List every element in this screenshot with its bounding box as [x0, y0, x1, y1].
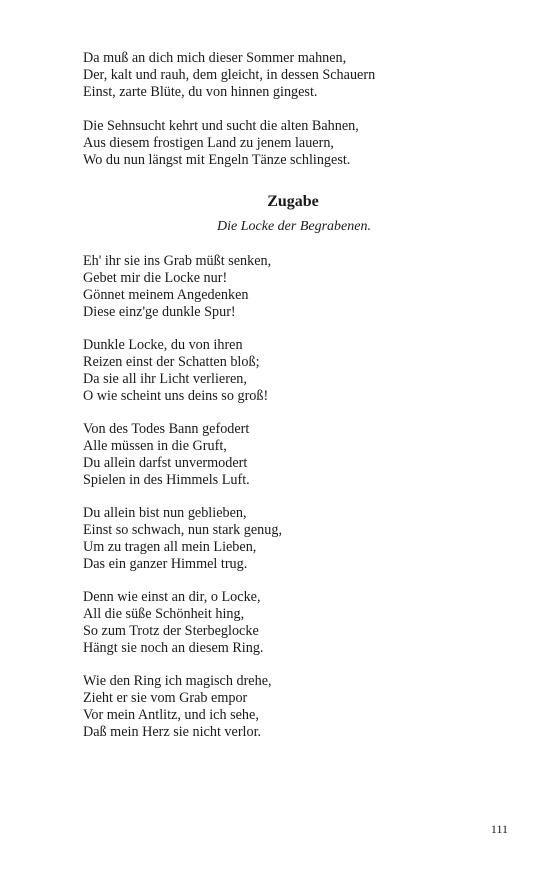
verse-line: Aus diesem frostigen Land zu jenem lauern,: [83, 134, 334, 151]
stanza-top-2: [83, 118, 359, 169]
verse-line: Vor mein Antlitz, und ich sehe,: [83, 706, 259, 723]
verse-line: Wo du nun längst mit Engeln Tänze schlingest.: [83, 151, 351, 168]
verse-line: Wie den Ring ich magisch drehe,: [83, 673, 272, 689]
verse-line: Spielen in des Himmels Luft.: [83, 471, 250, 488]
verse-line: O wie scheint uns deins so groß!: [83, 387, 269, 404]
page-number: 111: [490, 822, 508, 836]
verse-line: Von des Todes Bann gefodert: [83, 421, 250, 437]
stanza-4: [83, 505, 282, 573]
section-subtitle: Die Locke der Begrabenen.: [217, 219, 371, 234]
verse-line: Zieht er sie vom Grab empor: [83, 689, 248, 706]
verse-line: Die Sehnsucht kehrt und sucht die alten Bahnen,: [83, 118, 359, 134]
verse-line: Einst so schwach, nun stark genug,: [83, 521, 282, 538]
stanza-6: [83, 673, 272, 741]
verse-line: Das ein ganzer Himmel trug.: [83, 555, 248, 572]
verse-line: Da muß an dich mich dieser Sommer mahnen,: [83, 50, 347, 66]
verse-line: Gebet mir die Locke nur!: [83, 269, 228, 286]
stanza-1: [83, 253, 271, 321]
verse-line: Um zu tragen all mein Lieben,: [83, 538, 257, 555]
verse-line: Der, kalt und rauh, dem gleicht, in dessen Schauern: [83, 66, 376, 83]
stanza-2: [83, 337, 268, 405]
verse-line: So zum Trotz der Sterbeglocke: [83, 622, 259, 639]
verse-line: Du allein darfst unvermodert: [83, 454, 248, 471]
verse-line: Da sie all ihr Licht verlieren,: [83, 370, 247, 387]
stanza-top-1: [83, 50, 375, 101]
verse-line: Gönnet meinem Angedenken: [83, 286, 249, 303]
verse-line: Alle müssen in die Gruft,: [83, 437, 227, 454]
verse-line: Hängt sie noch an diesem Ring.: [83, 639, 264, 656]
verse-line: Einst, zarte Blüte, du von hinnen gingest.: [83, 83, 318, 100]
verse-line: Diese einz'ge dunkle Spur!: [83, 303, 236, 320]
stanza-3: [83, 421, 250, 489]
section-title: Zugabe: [267, 193, 319, 210]
verse-line: Du allein bist nun geblieben,: [83, 505, 247, 521]
stanza-5: [83, 589, 263, 657]
verse-line: Dunkle Locke, du von ihren: [83, 337, 243, 353]
verse-line: All die süße Schönheit hing,: [83, 605, 245, 622]
verse-line: Daß mein Herz sie nicht verlor.: [83, 723, 262, 740]
verse-line: Reizen einst der Schatten bloß;: [83, 353, 260, 370]
verse-line: Denn wie einst an dir, o Locke,: [83, 589, 261, 605]
verse-line: Eh' ihr sie ins Grab müßt senken,: [83, 253, 272, 269]
